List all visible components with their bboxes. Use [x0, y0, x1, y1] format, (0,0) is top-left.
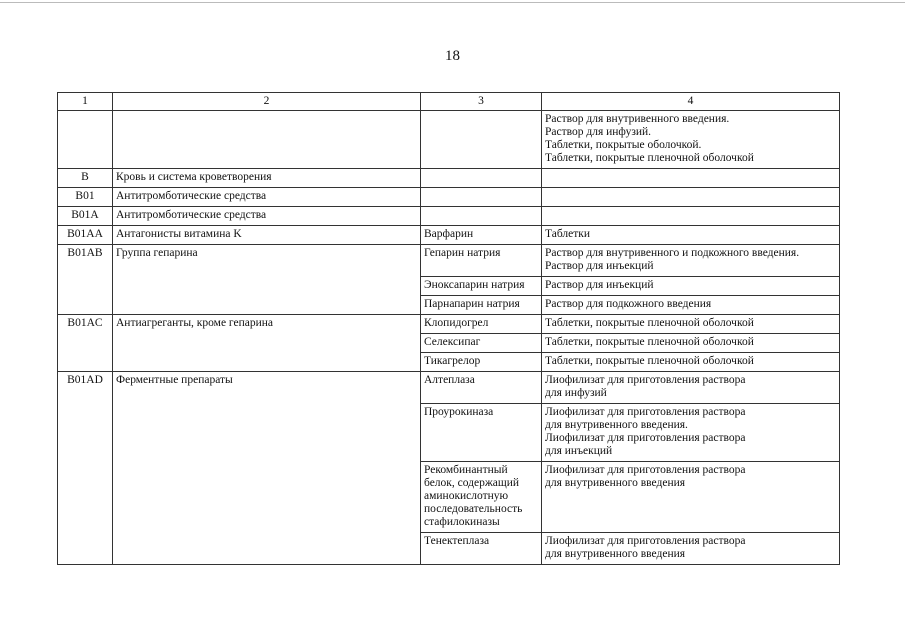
dosage-form-line: Лиофилизат для приготовления раствора	[545, 535, 746, 547]
continuation-row	[58, 111, 840, 169]
code-cell	[58, 111, 113, 169]
dosage-form-line: для внутривенного введения	[545, 548, 686, 560]
dosage-form-line: для инфузий	[545, 387, 607, 399]
dosage-form-cell	[542, 462, 840, 533]
table-row	[58, 188, 840, 207]
header-col-4: 4	[542, 93, 840, 111]
dosage-form-cell	[542, 353, 840, 372]
table-row	[58, 245, 840, 277]
dosage-form-cell	[542, 169, 840, 188]
group-name-cell: Антагонисты витамина K	[113, 226, 421, 245]
table-row	[58, 207, 840, 226]
atc-code-cell: B01	[58, 188, 113, 207]
scan-edge-line	[0, 2, 905, 3]
dosage-form-line: для внутривенного введения	[545, 477, 686, 489]
table-row	[58, 169, 840, 188]
dosage-form-line: Лиофилизат для приготовления раствора	[545, 432, 746, 444]
table-row	[58, 226, 840, 245]
table-body	[58, 93, 840, 565]
dosage-form-line: для внутривенного введения.	[545, 419, 688, 431]
dosage-form-line: Раствор для инъекций	[545, 279, 654, 291]
header-col-1: 1	[58, 93, 113, 111]
drug-name-cell: Тикагрелор	[421, 353, 542, 372]
dosage-form-cell	[542, 207, 840, 226]
drug-name-cell: Проурокиназа	[421, 404, 542, 462]
page-number: 18	[445, 48, 460, 64]
atc-code-cell: B01AA	[58, 226, 113, 245]
dosage-form-cell	[542, 315, 840, 334]
dosage-form-cell	[542, 226, 840, 245]
dosage-form-cell	[542, 372, 840, 404]
dosage-form-line: Раствор для инъекций	[545, 260, 654, 272]
dosage-form-cell	[542, 188, 840, 207]
drug-name-cell: Алтеплаза	[421, 372, 542, 404]
dosage-form-cell	[542, 334, 840, 353]
dosage-form-line: Таблетки, покрытые пленочной оболочкой	[545, 152, 754, 164]
drug-name-cell: Варфарин	[421, 226, 542, 245]
atc-code-cell: B01AD	[58, 372, 113, 565]
dosage-form-line: Таблетки, покрытые пленочной оболочкой	[545, 336, 754, 348]
drug-name-cell: Гепарин натрия	[421, 245, 542, 277]
dosage-form-line: Раствор для подкожного введения	[545, 298, 712, 310]
dosage-form-line: Лиофилизат для приготовления раствора	[545, 464, 746, 476]
drug-name-cell: Селексипаг	[421, 334, 542, 353]
header-col-2: 2	[113, 93, 421, 111]
dosage-form-cell	[542, 277, 840, 296]
drug-name-cell	[421, 207, 542, 226]
drug-name-cell: Рекомбинантный белок, содержащий аминокислотную последовательность стафилокиназы	[421, 462, 542, 533]
dosage-form-line: Таблетки, покрытые пленочной оболочкой	[545, 355, 754, 367]
dosage-form-line: Таблетки, покрытые пленочной оболочкой	[545, 317, 754, 329]
dosage-form-line: Таблетки, покрытые оболочкой.	[545, 139, 702, 151]
drug-name-cell: Эноксапарин натрия	[421, 277, 542, 296]
group-name-cell: Группа гепарина	[113, 245, 421, 315]
medicine-table	[57, 92, 840, 565]
dosage-form-line: для инъекций	[545, 445, 613, 457]
dosage-form-line: Лиофилизат для приготовления раствора	[545, 374, 746, 386]
dosage-form-line: Лиофилизат для приготовления раствора	[545, 406, 746, 418]
table-row	[58, 315, 840, 334]
atc-code-cell: B01AC	[58, 315, 113, 372]
header-row	[58, 93, 840, 111]
dosage-form-cell	[542, 296, 840, 315]
drug-name-cell: Тенектеплаза	[421, 533, 542, 565]
dosage-form-line: Таблетки	[545, 228, 591, 240]
atc-code-cell: B01A	[58, 207, 113, 226]
drug-name-cell	[421, 111, 542, 169]
dosage-form-line: Раствор для инфузий.	[545, 126, 652, 138]
group-name-cell	[113, 111, 421, 169]
dosage-form-cell	[542, 533, 840, 565]
drug-name-cell: Клопидогрел	[421, 315, 542, 334]
table-row	[58, 372, 840, 404]
group-name-cell: Антитромботические средства	[113, 207, 421, 226]
atc-code-cell: B01AB	[58, 245, 113, 315]
header-col-3: 3	[421, 93, 542, 111]
dosage-form-cell	[542, 404, 840, 462]
dosage-form-cell	[542, 111, 840, 169]
dosage-form-line: Раствор для внутривенного и подкожного введения.	[545, 247, 800, 259]
dosage-form-cell	[542, 245, 840, 277]
group-name-cell: Антитромботические средства	[113, 188, 421, 207]
atc-code-cell: B	[58, 169, 113, 188]
drug-name-cell	[421, 169, 542, 188]
group-name-cell: Ферментные препараты	[113, 372, 421, 565]
drug-name-cell: Парнапарин натрия	[421, 296, 542, 315]
group-name-cell: Кровь и система кроветворения	[113, 169, 421, 188]
drug-name-cell	[421, 188, 542, 207]
group-name-cell: Антиагреганты, кроме гепарина	[113, 315, 421, 372]
dosage-form-line: Раствор для внутривенного введения.	[545, 113, 730, 125]
